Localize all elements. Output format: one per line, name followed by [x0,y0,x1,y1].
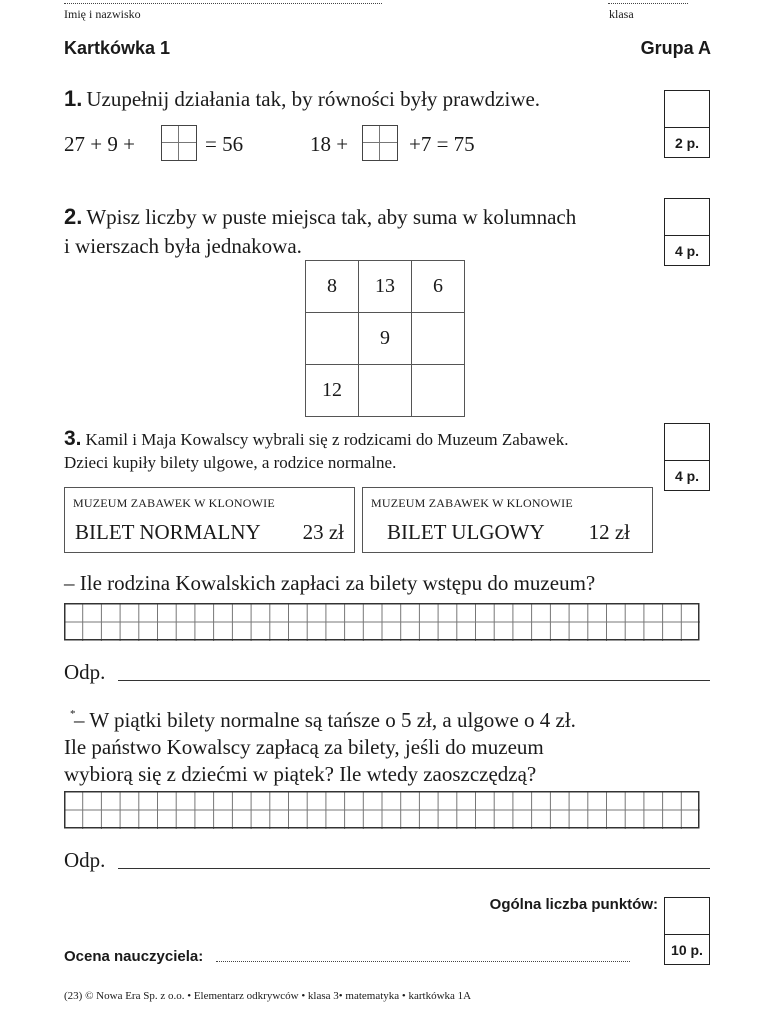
group-label: Grupa A [640,38,711,58]
ticket-price: 12 zł [588,520,630,544]
equation2-left: 18 + [310,132,349,156]
calculation-grid-2[interactable] [64,791,700,829]
grid-cell: 13 [359,261,412,313]
grid-cell-empty[interactable] [306,313,359,365]
task1-points: 2 p. [674,135,700,151]
ticket-price: 23 zł [302,520,344,544]
footer-text: (23) © Nowa Era Sp. z o.o. • Elementarz odkrywców • klasa 3• matematyka • kartkówka 1A [64,990,472,1002]
calculation-grid-1[interactable] [64,603,700,641]
answer-line-2[interactable] [118,868,710,869]
grid-cell-empty[interactable] [359,365,412,417]
task1-text: Uzupełnij działania tak, by równości były prawdziwe. [86,87,541,111]
grid-cell: 6 [412,261,465,313]
question2-line2: Ile państwo Kowalscy zapłacą za bilety, jeśli do muzeum [64,735,544,759]
question2-star: * [70,708,76,720]
task3-points: 4 p. [674,468,700,484]
name-dotted-line [64,0,382,4]
task2-instruction [64,203,576,262]
task3-instruction [64,428,568,475]
task1-score-box[interactable] [664,90,710,158]
magic-square-grid [305,260,465,417]
total-points: 10 p. [671,942,703,958]
total-score-field[interactable] [665,898,709,935]
grid-cell-empty[interactable] [412,365,465,417]
name-label: Imię i nazwisko [64,7,141,21]
question2 [64,707,576,788]
task3-line2: Dzieci kupiły bilety ulgowe, a rodzice normalne. [64,453,397,472]
equation1-left: 27 + 9 + [64,132,135,156]
ticket-type: BILET ULGOWY [387,520,545,544]
answer-label-1: Odp. [64,660,106,684]
task2-line1: Wpisz liczby w puste miejsca tak, aby suma w kolumnach [86,205,577,229]
total-points-label: Ogólna liczba punktów: [489,896,658,913]
class-label: klasa [609,7,634,21]
equation2-answer-box[interactable] [362,125,398,161]
ticket-type: BILET NORMALNY [75,520,261,544]
answer-line-1[interactable] [118,680,710,681]
ticket-normal [64,487,355,553]
ticket-museum-name: MUZEUM ZABAWEK W KLONOWIE [371,496,573,510]
grid-cell: 8 [306,261,359,313]
question2-line1: – W piątki bilety normalne są tańsze o 5 zł, a ulgowe o 4 zł. [74,708,576,732]
grid-cell: 9 [359,313,412,365]
task3-score-field[interactable] [665,424,709,461]
task3-score-box[interactable] [664,423,710,491]
question2-line3: wybiorą się z dziećmi w piątek? Ile wtedy zaoszczędzą? [64,762,537,786]
task3-line1: Kamil i Maja Kowalscy wybrali się z rodzicami do Muzeum Zabawek. [85,430,569,449]
teacher-grade-label: Ocena nauczyciela: [64,948,204,965]
task1-number: 1. [64,86,83,111]
grid-cell-empty[interactable] [412,313,465,365]
equation2-right: +7 = 75 [409,132,475,156]
page-title: Kartkówka 1 [64,38,171,58]
task3-number: 3. [64,427,82,450]
ticket-museum-name: MUZEUM ZABAWEK W KLONOWIE [73,496,275,510]
task2-score-field[interactable] [665,199,709,236]
equation1-answer-box[interactable] [161,125,197,161]
task2-line2: i wierszach była jednakowa. [64,234,302,258]
equation1-right: = 56 [205,132,244,156]
task2-score-box[interactable] [664,198,710,266]
total-score-box[interactable] [664,897,710,965]
answer-label-2: Odp. [64,848,106,872]
ticket-reduced [362,487,653,553]
task2-points: 4 p. [674,243,700,259]
task1-instruction [64,86,540,112]
teacher-grade-line[interactable] [216,956,630,962]
task1-score-field[interactable] [665,91,709,128]
grid-cell: 12 [306,365,359,417]
question1: – Ile rodzina Kowalskich zapłaci za bilety wstępu do muzeum? [64,571,596,595]
class-dotted-line [608,0,688,4]
task2-number: 2. [64,204,83,229]
